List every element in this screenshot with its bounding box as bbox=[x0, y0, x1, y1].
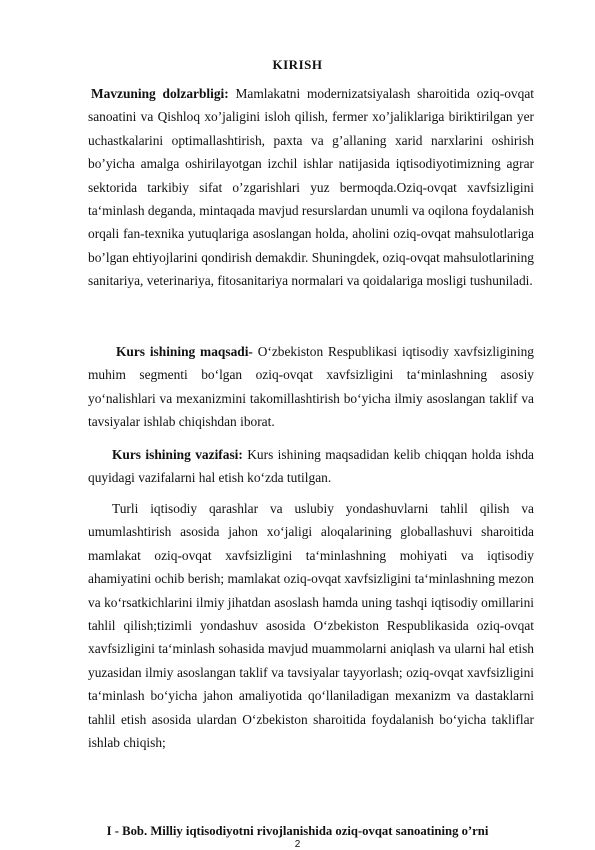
paragraph-tasks bbox=[88, 443, 534, 490]
paragraph-lead: Mavzuning dolzarbligi: bbox=[91, 86, 229, 101]
paragraph-relevance bbox=[88, 82, 534, 293]
paragraph-text: Turli iqtisodiy qarashlar va uslubiy yondashuvlarni tahlil qilish va umumlashtirish asosida jahon xo‘jaligi aloqalarining globallashuvi sharoitida mamlakat oziq-ovqat xavfsizligini ta‘minlashning mohiyati va iqtisodiy ahamiyatini ochib berish; mamlakat oziq-ovqat xavfsizligini ta‘minlashning mezon va ko‘rsatkichlarini ilmiy jihatdan asoslash hamda uning tashqi iqtisodiy omillarini tahlil qilish;tizimli yondashuv asosida O‘zbekiston Respublikasida oziq-ovqat xavfsizligini ta‘minlash sohasida mavjud muammolarni aniqlash va ularni hal etish yuzasidan ilmiy asoslangan taklif va tavsiyalar tayyorlash; oziq-ovqat xavfsizligini ta‘minlash bo‘yicha jahon amaliyotida qo‘llaniladigan mexanizm va dastaklarni tahlil etish asosida ulardan O‘zbekiston sharoitida foydalanish bo‘yicha takliflar ishlab chiqish; bbox=[88, 501, 534, 751]
paragraph-lead: Kurs ishining maqsadi- bbox=[116, 344, 253, 359]
page-title: KIRISH bbox=[272, 57, 323, 72]
paragraph-text: Mamlakatni modernizatsiyalash sharoitida oziq-ovqat sanoatini va Qishloq xo’jaligini isloh qilish, fermer xo’jaliklariga biriktirilgan yer uchastkalarini optimallashtirish, paxta va g’allaning xarid narxlarini oshirish bo’yicha amalga oshirilayotgan izchil ishlar natijasida iqtisodiyotimizning agrar sektorida tarkibiy sifat o’zgarishlari yuz bermoqda.Oziq-ovqat xavfsizligini ta‘minlash deganda, mintaqada mavjud resurslardan unumli va oqilona foydalanish orqali fan-texnika yutuqlariga asoslangan holda, aholini oziq-ovqat mahsulotlariga bo’lgan ehtiyojlarini qondirish demakdir. Shuningdek, oziq-ovqat mahsulotlarining sanitariya, veterinariya, fitosanitariya normalari va qoidalariga mosligi tushuniladi. bbox=[88, 86, 534, 289]
paragraph-text: O‘zbekiston Respublikasi iqtisodiy xavfsizligining muhim segmenti bo‘lgan oziq-ovqat xavfsizligini ta‘minlashning asosiy yo‘nalishlari va mexanizmini takomillashtirish bo‘yicha ilmiy asoslangan taklif va tavsiyalar ishlab chiqishdan iborat. bbox=[88, 344, 534, 430]
paragraph-goal bbox=[88, 340, 534, 434]
chapter-heading: I - Bob. Milliy iqtisodiyotni rivojlanishida oziq-ovqat sanoatining o’rni bbox=[106, 824, 489, 838]
paragraph-task-list bbox=[88, 497, 534, 754]
paragraph-lead: Kurs ishining vazifasi: bbox=[112, 447, 243, 462]
paragraph-text: Kurs ishining maqsadidan kelib chiqqan holda ishda quyidagi vazifalarni hal etish ko‘zda tutilgan. bbox=[88, 447, 534, 486]
page-number: 2 bbox=[294, 839, 301, 850]
